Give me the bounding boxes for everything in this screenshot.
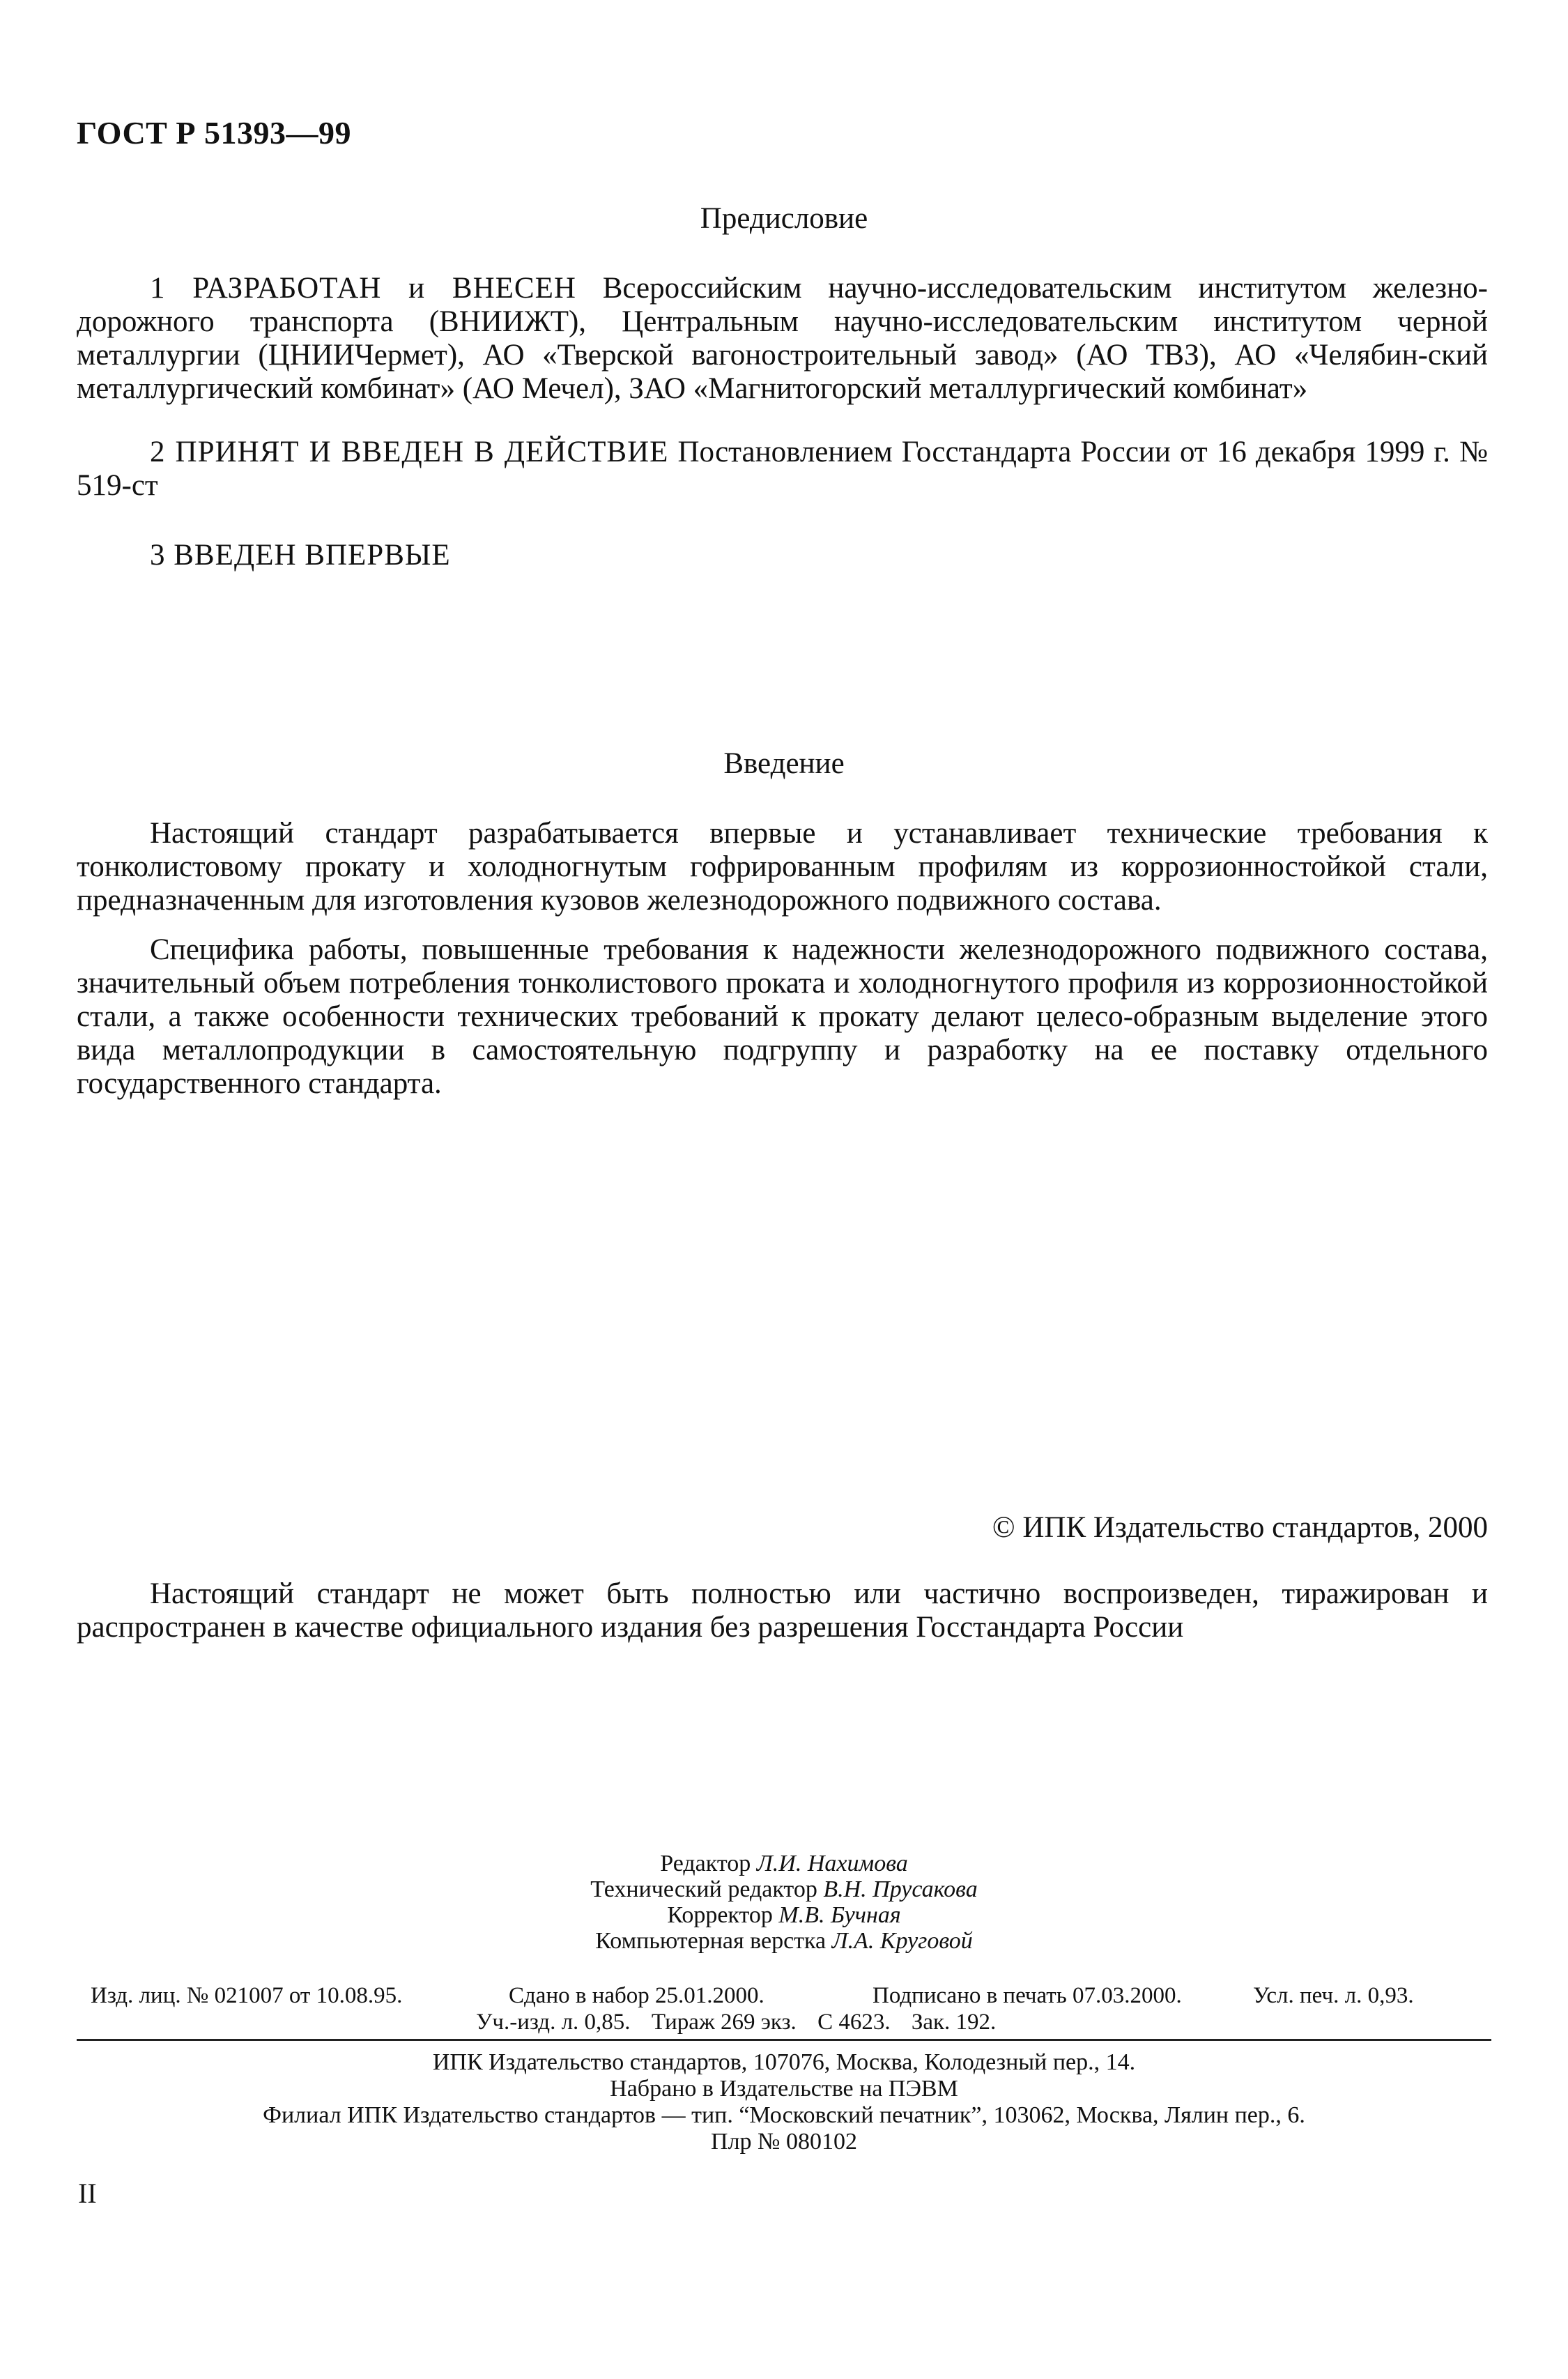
standard-code: ГОСТ Р 51393—99 (77, 115, 351, 151)
publisher-block (0, 2049, 1568, 2155)
publisher-line-4: Плр № 080102 (711, 2129, 857, 2155)
introduction-title: Введение (723, 747, 845, 780)
publisher-line-1: ИПК Издательство стандартов, 107076, Москва, Колодезный пер., 14. (432, 2049, 1136, 2075)
credit-editor: Редактор Л.И. Нахимова (660, 1851, 908, 1876)
publisher-line-3: Филиал ИПК Издательство стандартов — тип. “Московский печатник”, 103062, Москва, Лялин пер., 6. (263, 2102, 1305, 2128)
credit-technical-editor: Технический редактор В.Н. Прусакова (590, 1876, 978, 1902)
print-sheets: Усл. печ. л. 0,93. (1253, 1983, 1414, 2008)
copyright-notice: Настоящий стандарт не может быть полностью или частично воспроизведен, тиражирован и распространен в качестве официального издания без разрешения Госстандарта России (77, 1577, 1488, 1644)
print-order: Зак. 192. (911, 2010, 997, 2035)
preface-item-1-lead: 1 РАЗРАБОТАН и ВНЕСЕН (150, 272, 576, 305)
credit-corrector: Корректор М.В. Бучная (667, 1902, 901, 1928)
horizontal-divider (77, 2039, 1491, 2041)
preface-item-3: 3 ВВЕДЕН ВПЕРВЫЕ (150, 539, 451, 572)
print-submitted: Сдано в набор 25.01.2000. (509, 1983, 764, 2008)
print-license: Изд. лиц. № 021007 от 10.08.95. (91, 1983, 403, 2008)
preface-item-1-body: Всероссийским научно-исследовательским институтом железно-дорожного транспорта (ВНИИЖТ), Центральным научно-исследовательским институтом черной металлургии (ЦНИИЧермет), АО «Тверской вагоностроительный завод» (АО ТВЗ), АО «Челябин-ский металлургический комбинат» (АО Мечел), ЗАО «Магнитогорский металлургический комбинат» (77, 272, 1488, 405)
preface-item-2-lead: 2 ПРИНЯТ И ВВЕДЕН В ДЕЙСТВИЕ (150, 436, 669, 468)
credit-layout: Компьютерная верстка Л.А. Круговой (595, 1928, 973, 1954)
introduction-paragraph-2: Специфика работы, повышенные требования к надежности железнодорожного подвижного состава, значительный объем потребления тонколистового проката и холодногнутого профиля из коррозионностойкой стали, а также особенности технических требований к прокату делают целесо-образным выделение этого вида металлопродукции в самостоятельную подгруппу и разработку на ее поставку отдельного государственного стандарта. (77, 933, 1488, 1100)
credits-block (0, 1851, 1568, 1954)
publisher-line-2: Набрано в Издательстве на ПЭВМ (610, 2076, 958, 2102)
print-pub-sheets: Уч.-изд. л. 0,85. (476, 2010, 631, 2035)
print-run: Тираж 269 экз. (651, 2010, 797, 2035)
print-signed: Подписано в печать 07.03.2000. (873, 1983, 1182, 2008)
preface-title: Предисловие (700, 202, 868, 235)
preface-item-2-body: Постановлением Госстандарта России от 16 декабря 1999 г. № 519-ст (77, 436, 1488, 502)
introduction-paragraph-1: Настоящий стандарт разрабатывается впервые и устанавливает технические требования к тонколистовому прокату и холодногнутым гофрированным профилям из коррозионностойкой стали, предназначенным для изготовления кузовов железнодорожного подвижного состава. (77, 817, 1488, 917)
print-order-c: С 4623. (817, 2010, 891, 2035)
copyright-line: © ИПК Издательство стандартов, 2000 (992, 1511, 1488, 1544)
preface-item-1 (77, 272, 1488, 406)
print-details-row (476, 2010, 1011, 2035)
page-number: II (78, 2178, 97, 2209)
preface-item-2 (77, 436, 1488, 503)
